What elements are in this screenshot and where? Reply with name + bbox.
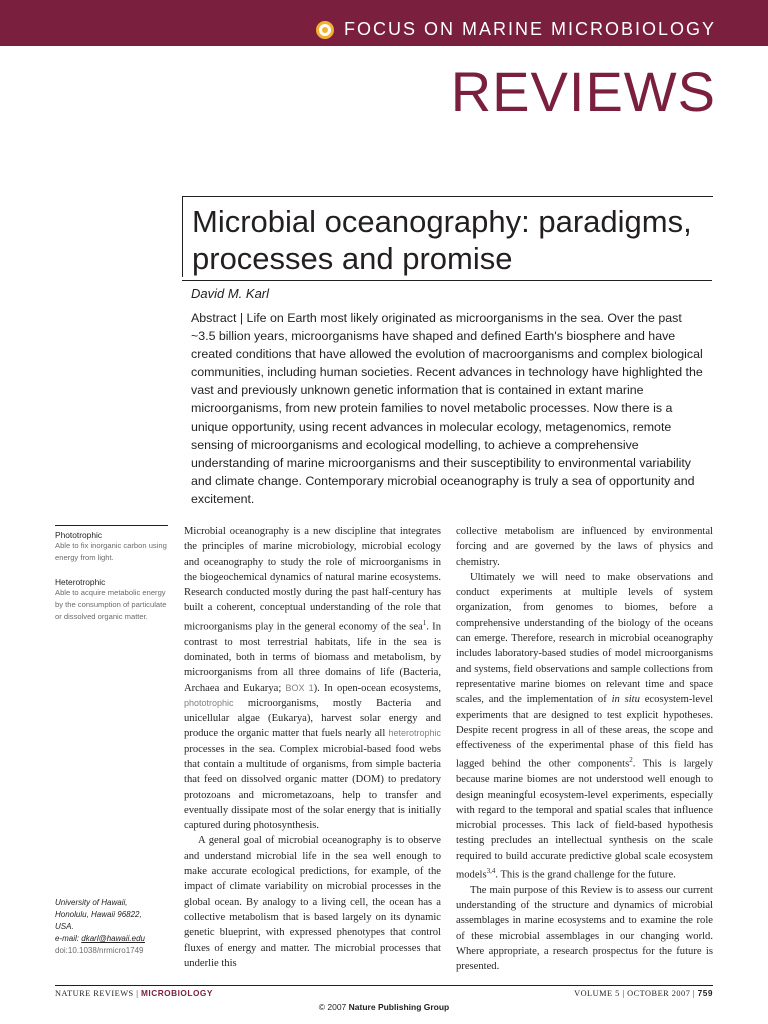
- glossary-definition: Able to acquire metabolic energy by the consumption of particulate or dissolved organic matter.: [55, 588, 167, 621]
- reference-2[interactable]: 2: [629, 756, 633, 765]
- journal-subject: MICROBIOLOGY: [140, 988, 213, 998]
- glossary-entry-phototrophic: [55, 530, 173, 564]
- footer-rule: [55, 985, 713, 986]
- glossary-entry-heterotrophic: [55, 577, 173, 623]
- journal-title: NATURE REVIEWS: [55, 989, 134, 998]
- reference-1[interactable]: 1: [422, 618, 427, 627]
- author-name: David M. Karl: [191, 286, 270, 301]
- glossary-term: Phototrophic: [55, 530, 103, 540]
- glossary-link-phototrophic[interactable]: phototrophic: [184, 697, 234, 708]
- journal-separator: |: [133, 989, 141, 998]
- email-label: e-mail:: [55, 934, 80, 943]
- body-paragraph: [184, 524, 441, 833]
- article-title: Microbial oceanography: paradigms, processes and promise: [192, 204, 692, 276]
- journal-name: [55, 988, 213, 998]
- author-affiliation: [55, 897, 175, 957]
- glossary-term: Heterotrophic: [55, 577, 106, 587]
- doi: doi:10.1038/nrmicro1749: [55, 946, 144, 955]
- body-column-right: [456, 524, 713, 975]
- affiliation-line: USA.: [55, 922, 74, 931]
- series-banner: [316, 19, 716, 40]
- body-text: ). In open-ocean ecosystems,: [313, 682, 441, 694]
- body-text: . This is the grand challenge for the future.: [495, 869, 676, 881]
- affiliation-line: University of Hawaii,: [55, 898, 128, 907]
- section-title: REVIEWS: [450, 60, 716, 123]
- body-paragraph: A general goal of microbial oceanography is to observe and understand microbial life in the sea well enough to make accurate ecological predictions, for example, of the impact of climate variability on microbial processes in the global ocean. By analogy to a living cell, the ocean has a collective metabolism that is based largely on its dynamic genetic blueprint, with expressed phenotypes that control fluxes of energy and matter. The microbial processes that underlie this: [184, 835, 441, 969]
- focus-target-icon: [316, 21, 334, 39]
- body-text: . In contrast to most terrestrial habitats, life in the sea is dominated, both in terms of biomass and metabolism, by microorganisms from all three domains of life (Bacteria, Archaea and Eukarya;: [184, 621, 441, 694]
- body-text: Ultimately we will need to make observations and conduct experiments at multiple levels of system organization, from genomes to biomes, before a comprehensive understanding of the biology of the oceans can emerge. Therefore, research in microbial oceanography includes laboratory-based studies of model microorganisms and systems, field observations and sample collections from representative marine biomes on relevant time and space scales, and the implementation of: [456, 571, 713, 706]
- copyright-line: [0, 1002, 768, 1012]
- title-frame: [182, 196, 713, 277]
- affiliation-line: Honolulu, Hawaii 96822,: [55, 910, 142, 919]
- email-link[interactable]: dkarl@hawaii.edu: [81, 934, 145, 943]
- body-column-left: [184, 524, 441, 971]
- title-rule: [182, 280, 712, 281]
- body-paragraph: collective metabolism are influenced by environmental forcing and are governed by the laws of physics and chemistry.: [456, 526, 713, 568]
- body-text: Microbial oceanography is a new discipline that integrates the principles of marine microbiology, microbial ecology and oceanography to study the role of microorganisms in the biogeochemical dynamics of natural marine ecosystems. Research conducted mostly during the past half-century has built a coherent, conceptual understanding of the role that microorganisms play in the general economy of the sea: [184, 526, 441, 633]
- emphasis-in-situ: in situ: [611, 694, 640, 706]
- box-1-link[interactable]: BOX 1: [285, 682, 314, 693]
- volume-issue: VOLUME 5 | OCTOBER 2007 |: [574, 989, 698, 998]
- publisher-name: Nature Publishing Group: [348, 1002, 450, 1012]
- body-text: microorganisms, mostly Bacteria and unicellular algae (Eukarya), harvest solar energy and produce the organic matter that fuels nearly all: [184, 697, 441, 740]
- margin-rule: [55, 525, 168, 526]
- body-text: ecosystem-level experiments that are designed to test explicit hypotheses. Despite recent progress in all of these areas, the scope and effectiveness of the experimental phase of this field has lagged behind the other components: [456, 694, 713, 770]
- body-text: processes in the sea. Complex microbial-based food webs that contain a multitude of organisms, from simple bacteria that feed on dissolved organic matter (DOM) to predatory protozoans and micrometazoans, help to transfer and eventually dissipate most of the solar energy that is initially captured during photosynthesis.: [184, 743, 441, 832]
- abstract: Abstract | Life on Earth most likely originated as microorganisms in the sea. Over the past ~3.5 billion years, microorganisms have shaped and defined Earth's biosphere and have created conditions that have allowed the evolution of macroorganisms and complex biological communities, including human societies. Recent advances in technology have highlighted the vast and previously unknown genetic information that is contained in extant marine microorganisms, from new protein families to novel metabolic processes. Now there is a unique opportunity, using recent advances in molecular ecology, metagenomics, remote sensing of microorganisms and ecological modelling, to achieve a comprehensive understanding of marine microorganisms and their susceptibility to environmental variability and climate change. Contemporary microbial oceanography is truly a sea of opportunity and excitement.: [191, 311, 703, 506]
- glossary-definition: Able to fix inorganic carbon using energy from light.: [55, 541, 167, 562]
- body-text: . This is largely because marine biomes are not understood well enough to design meaningful ecosystem-level experiments, especially with regard to the temporal and spatial scales that influence microbial processes. This lack of field-based hypothesis testing precludes an intellectual synthesis on the scale required to build accurate predictive global scale ecosystem models: [456, 758, 713, 881]
- series-label: FOCUS ON MARINE MICROBIOLOGY: [343, 19, 716, 39]
- reference-3-4[interactable]: 3,4: [486, 867, 496, 876]
- email-line: [55, 933, 175, 945]
- header-bar: [0, 0, 768, 46]
- glossary-link-heterotrophic[interactable]: heterotrophic: [388, 728, 441, 739]
- body-paragraph: [456, 570, 713, 883]
- body-paragraph: The main purpose of this Review is to assess our current understanding of the structure and dynamics of microbial assemblages in marine ecosystems and to examine the role of these microbial assemblages in our changing world. Where appropriate, a research prospectus for the future is presented.: [456, 884, 713, 973]
- copyright-text: © 2007: [318, 1002, 349, 1012]
- page-number: 759: [697, 988, 713, 998]
- volume-info: [574, 988, 713, 998]
